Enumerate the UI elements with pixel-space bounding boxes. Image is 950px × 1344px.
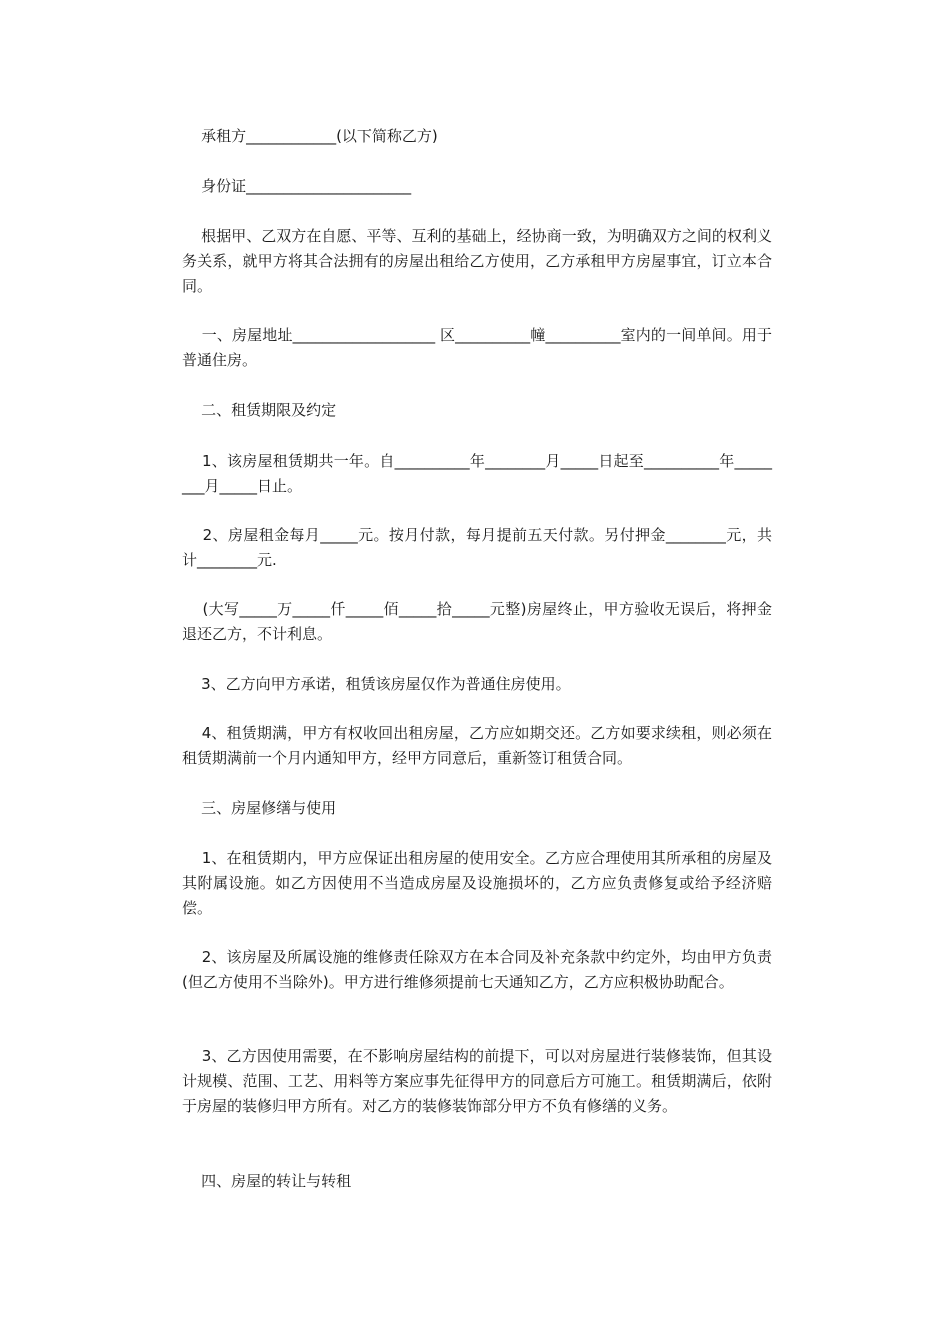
section-3-heading: 三、房屋修缮与使用 — [182, 799, 337, 817]
section-2-heading: 二、租赁期限及约定 — [182, 401, 337, 419]
clause-3-2-repairs: 2、该房屋及所属设施的维修责任除双方在本合同及补充条款中约定外，均由甲方负责(但乙方使用不当除外)。甲方进行维修须提前七天通知乙方，乙方应积极协助配合。 — [182, 948, 772, 991]
clause-2-2-deposit-capital: (大写_____万_____仟_____佰_____拾_____元整)房屋终止，甲方验收无误后，将押金退还乙方，不计利息。 — [182, 600, 772, 643]
clause-1-address: 一、房屋地址___________________ 区__________幢__________室内的一间单间。用于普通住房。 — [182, 326, 772, 369]
clause-3-3-decoration: 3、乙方因使用需要，在不影响房屋结构的前提下，可以对房屋进行装修装饰，但其设计规模、范围、工艺、用料等方案应事先征得甲方的同意后方可施工。租赁期满后，依附于房屋的装修归甲方所有。对乙方的装修装饰部分甲方不负有修缮的义务。 — [182, 1047, 772, 1115]
tenant-line: 承租方____________(以下简称乙方) — [182, 127, 438, 145]
preamble-paragraph: 根据甲、乙双方在自愿、平等、互利的基础上，经协商一致，为明确双方之间的权利义务关系，就甲方将其合法拥有的房屋出租给乙方使用，乙方承租甲方房屋事宜，订立本合同。 — [182, 227, 772, 295]
id-card-line: 身份证______________________ — [182, 177, 412, 195]
clause-2-4-renewal: 4、租赁期满，甲方有权收回出租房屋，乙方应如期交还。乙方如要求续租，则必须在租赁期满前一个月内通知甲方，经甲方同意后，重新签订租赁合同。 — [182, 724, 772, 767]
clause-2-3-use: 3、乙方向甲方承诺，租赁该房屋仅作为普通住房使用。 — [182, 675, 571, 693]
clause-2-2-rent: 2、房屋租金每月_____元。按月付款，每月提前五天付款。另付押金________元，共计________元. — [182, 526, 773, 569]
section-4-heading: 四、房屋的转让与转租 — [182, 1172, 352, 1190]
clause-3-1-safety: 1、在租赁期内，甲方应保证出租房屋的使用安全。乙方应合理使用其所承租的房屋及其附属设施。如乙方因使用不当造成房屋及设施损坏的，乙方应负责修复或给予经济赔偿。 — [182, 849, 772, 917]
clause-2-1-term: 1、该房屋租赁期共一年。自__________年________月_____日起至__________年________月_____日止。 — [182, 452, 773, 495]
